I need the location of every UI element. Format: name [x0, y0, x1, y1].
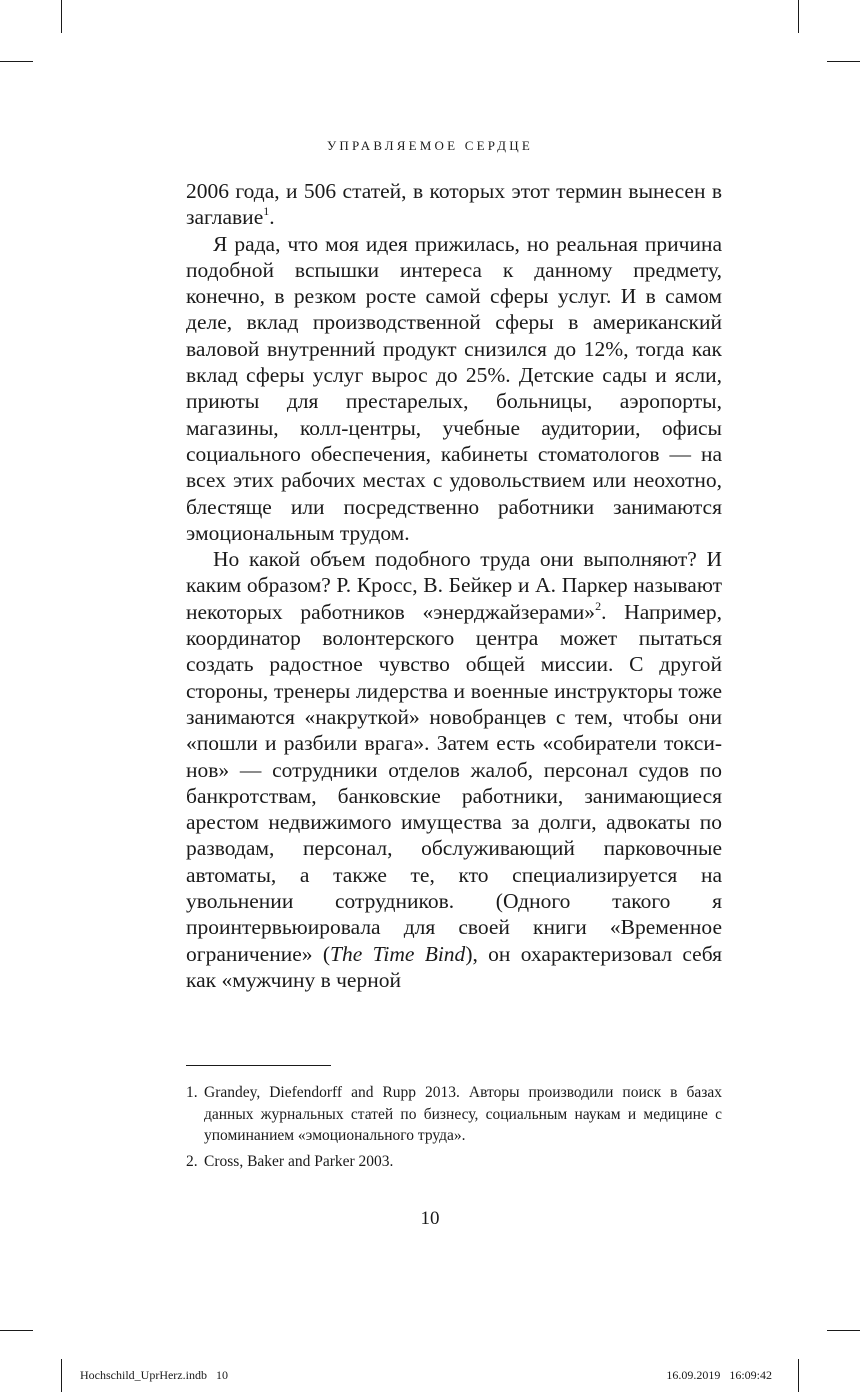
- paragraph-3-text-cont: . Например, координатор волонтерского центра может пытаться создать радостное чувство общей миссии. С другой стороны, тренеры лидерства и военные инструкторы тоже занимаются «накруткой» новобранцев с тем, чтобы они «пошли и разбили врага». Затем есть «собиратели токсинов» — сотрудники отделов жалоб, персонал судов по банкротствам, банковские работники, занимающиеся арестом недвижимого имущества за долги, адвокаты по разводам, персонал, обслуживающий парковочные автоматы, а также те, кто специализируется на увольнении сотрудников. (Одного такого я проинтервьюировала для своей книги «Временное ограничение» (: [186, 599, 723, 966]
- crop-mark-bottom-left-h: [0, 1330, 33, 1331]
- paragraph-3: [186, 546, 722, 993]
- crop-mark-top-right: [798, 0, 799, 33]
- footnotes: [186, 1082, 722, 1176]
- footnote-text: Grandey, Diefendorff and Rupp 2013. Авторы производили поиск в базах данных журнальных статей по бизнесу, социальным наукам и медицине с упоминанием «эмоционального труда».: [204, 1084, 722, 1144]
- crop-mark-top-left-h: [0, 61, 33, 62]
- paragraph-1-text: 2006 года, и 506 статей, в которых этот термин вынесен в заглавие: [186, 179, 722, 230]
- slug-timestamp: 16.09.2019 16:09:42: [666, 1368, 772, 1382]
- footnote-ref-2[interactable]: 2: [595, 598, 602, 613]
- footnote-number: 1.: [186, 1084, 198, 1101]
- crop-mark-bottom-right-h: [827, 1330, 860, 1331]
- footnote-divider: [186, 1065, 331, 1066]
- running-head: УПРАВЛЯЕМОЕ СЕРДЦЕ: [327, 138, 533, 153]
- crop-mark-bottom-left: [61, 1359, 62, 1392]
- paragraph-3-text: Но какой объем подобного труда они выполняют? И каким образом? Р. Кросс, В. Бейкер и А. Паркер называют некоторых работников «энерджайзерами»: [186, 547, 722, 624]
- crop-mark-bottom-right: [798, 1359, 799, 1392]
- footnote-2: [186, 1151, 722, 1173]
- paragraph-3-text-end: ), он охарактеризовал себя как «мужчину в черной: [186, 941, 722, 992]
- footnote-1: [186, 1082, 722, 1147]
- footnote-ref-1[interactable]: 1: [263, 204, 270, 219]
- footnote-number: 2.: [186, 1152, 198, 1170]
- footnote-text: Cross, Baker and Parker 2003.: [204, 1152, 394, 1170]
- slug-filename: Hochschild_UprHerz.indb 10: [80, 1368, 228, 1382]
- page-number: 10: [420, 1208, 440, 1229]
- paragraph-1: [186, 178, 722, 231]
- paragraph-1-end: .: [269, 205, 275, 230]
- crop-mark-top-right-h: [827, 61, 860, 62]
- paragraph-2: Я рада, что моя идея прижилась, но реальная причина подобной вспышки интереса к данному предмету, конечно, в резком росте самой сферы услуг. И в самом деле, вклад производственной сферы в американский валовой внутренний продукт снизился до 12%, тогда как вклад сферы услуг вырос до 25%. Детские сады и ясли, приюты для престарелых, больницы, аэропорты, магазины, колл-центры, учебные аудитории, офисы социального обеспечения, кабинеты стоматологов — на всех этих рабочих местах с удовольствием или неохотно, блестяще или посредственно работники занимаются эмоциональным трудом.: [186, 231, 722, 545]
- book-title: The Time Bind: [330, 941, 466, 966]
- body-text: [186, 178, 722, 993]
- crop-mark-top-left: [61, 0, 62, 33]
